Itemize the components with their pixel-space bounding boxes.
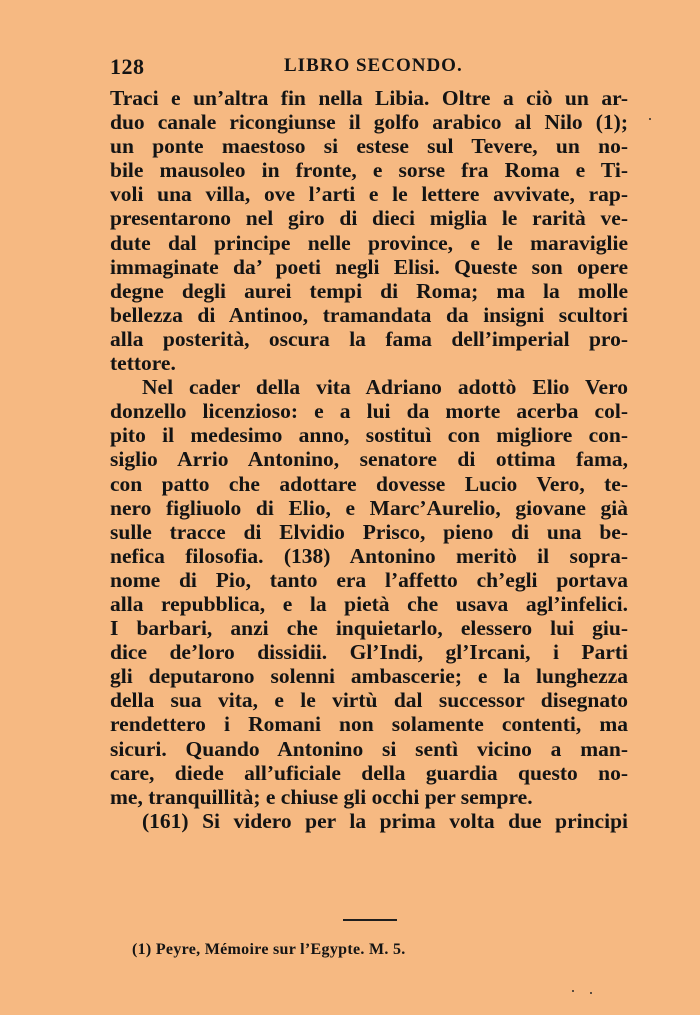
text-line: dute dal principe nelle province, e le maraviglie [110,230,628,255]
text-line: Nel cader della vita Adriano adottò Elio Vero [142,375,628,400]
text-line: I barbari, anzi che inquietarlo, elessero lui giu- [110,616,628,641]
running-head: LIBRO SECONDO. [284,55,463,76]
text-line: nome di Pio, tanto era l’affetto ch’egli portava [110,567,628,592]
text-line: alla posterità, oscura la fama dell’imperial pro- [110,326,628,351]
text-line: gli deputarono solenni ambascerie; e la lunghezza [110,664,628,689]
text-line: care, diede all’uficiale della guardia questo no- [110,760,628,785]
footnote-rule [343,919,397,921]
text-line: bellezza di Antinoo, tramandata da insigni scultori [110,302,628,327]
body-text [110,86,628,833]
text-line: duo canale ricongiunse il golfo arabico al Nilo (1); [110,110,628,135]
text-line: pito il medesimo anno, sostituì con migliore con- [110,423,628,448]
text-line: siglio Arrio Antonino, senatore di ottima fama, [110,447,628,472]
text-line: nefica filosofia. (138) Antonino meritò il sopra- [110,543,628,568]
text-line: alla repubblica, e la pietà che usava agl’infelici. [110,591,628,616]
page-number: 128 [110,54,145,79]
text-line: rendettero i Romani non solamente contenti, ma [110,712,628,737]
text-line: nero figliuolo di Elio, e Marc’Aurelio, giovane già [110,495,628,520]
text-line: della sua vita, e le virtù dal successor disegnato [110,688,628,713]
scan-speck [649,118,651,120]
text-line: degne degli aurei tempi di Roma; ma la molle [110,278,628,303]
text-line: un ponte maestoso si estese sul Tevere, un no- [110,134,628,159]
text-line: dice de’loro dissidii. Gl’Indi, gl’Ircani, i Parti [110,640,628,665]
text-line: bile mausoleo in fronte, e sorse fra Roma e Ti- [110,158,628,183]
text-line: presentarono nel giro di dieci miglia le rarità ve- [110,206,628,231]
text-line: con patto che adottare dovesse Lucio Vero, te- [110,471,628,496]
text-line: voli una villa, ove l’arti e le lettere avvivate, rap- [110,182,628,207]
text-line: (161) Si videro per la prima volta due principi [142,808,628,833]
page-header [110,54,630,86]
text-line: tettore. [110,351,176,376]
text-line: Traci e un’altra fin nella Libia. Oltre a ciò un ar- [110,86,628,110]
text-line: me, tranquillità; e chiuse gli occhi per sempre. [110,784,533,809]
text-line: immaginate da’ poeti negli Elisi. Queste son opere [110,254,628,279]
scan-speck [572,990,574,992]
scan-speck [590,992,592,994]
text-line: donzello licenzioso: e a lui da morte acerba col- [110,399,628,424]
footnote: (1) Peyre, Mémoire sur l’Egypte. M. 5. [132,941,406,958]
text-line: sulle tracce di Elvidio Prisco, pieno di una be- [110,519,628,544]
text-line: sicuri. Quando Antonino si sentì vicino a man- [110,736,628,761]
